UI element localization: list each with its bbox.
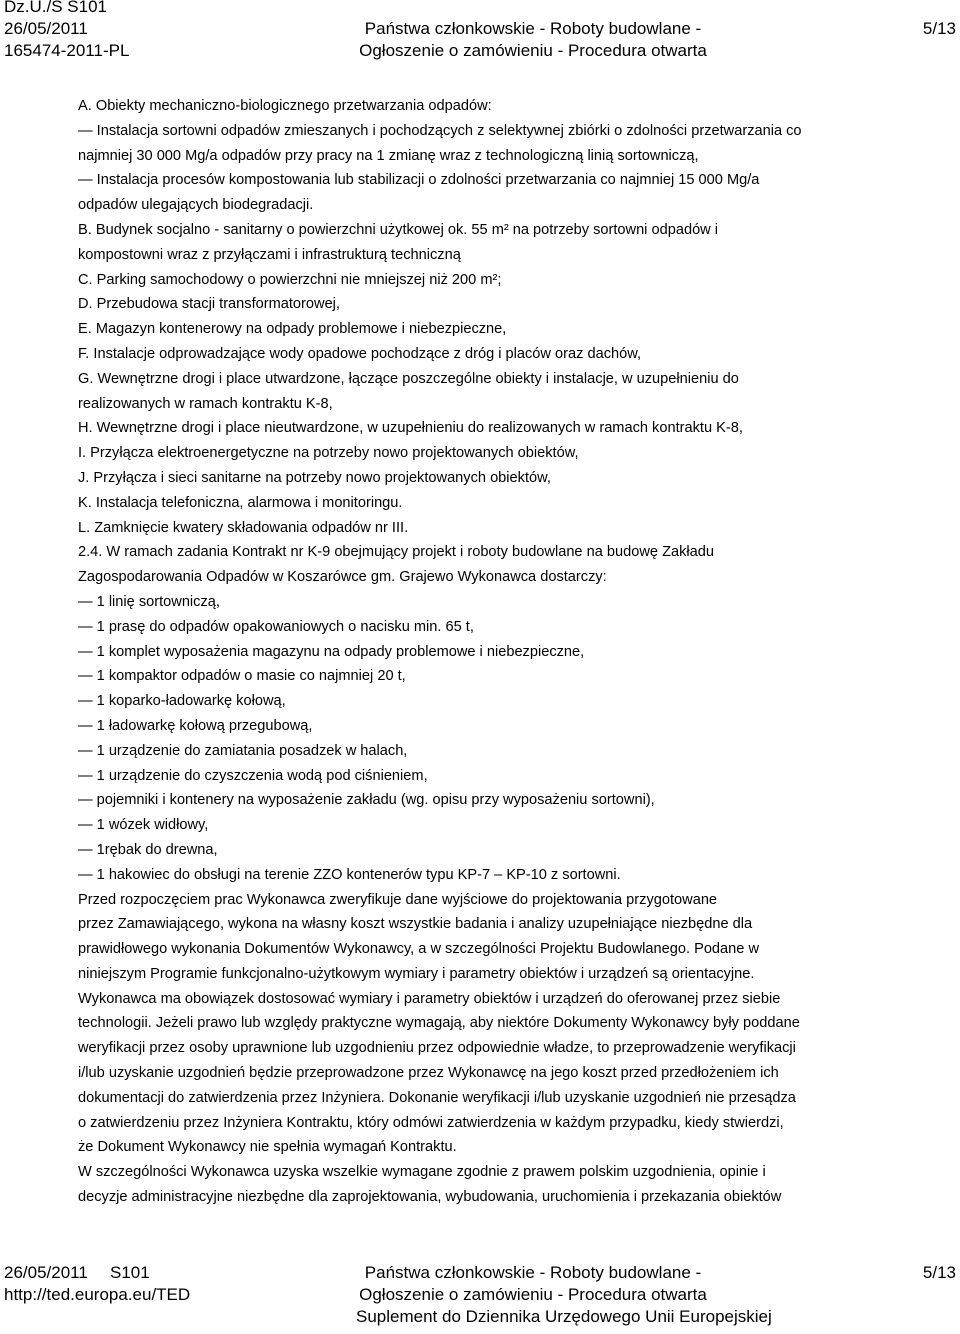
text-line: L. Zamknięcie kwatery składowania odpadów nr III. [78,519,409,536]
text-line: kompostowni wraz z przyłączami i infrastrukturą techniczną [78,246,461,263]
text-line: W szczególności Wykonawca uzyska wszelkie wymagane zgodnie z prawem polskim uzgodnienia, opinie i [78,1164,766,1181]
text-line: K. Instalacja telefoniczna, alarmowa i monitoringu. [78,494,403,511]
header-page-number: 5/13 [922,19,956,38]
text-line: A. Obiekty mechaniczno-biologicznego przetwarzania odpadów: [78,98,492,114]
text-line: — 1 koparko-ładowarkę kołową, [78,693,286,710]
footer-url-link[interactable]: http://ted.europa.eu/TED [4,1285,191,1304]
text-line: odpadów ulegających biodegradacji. [78,197,314,214]
text-line: weryfikacji przez osoby uprawnione lub uzgodnieniu przez odpowiednie władze, to przeprowadzenie weryfikacji [78,1040,796,1057]
text-line: że Dokument Wykonawcy nie spełnia wymagań Kontraktu. [78,1139,457,1156]
text-line: — Instalacja sortowni odpadów zmieszanych i pochodzących z selektywnej zbiórki o zdolności przetwarzania co [78,122,802,139]
text-line: — 1 hakowiec do obsługi na terenie ZZO kontenerów typu KP-7 – KP-10 z sortowni. [78,866,621,883]
footer-series: S101 [110,1263,150,1282]
footer-date: 26/05/2011 [4,1263,88,1282]
text-line: — 1 komplet wyposażenia magazynu na odpady problemowe i niebezpieczne, [78,643,585,660]
text-line: — pojemniki i kontenery na wyposażenie zakładu (wg. opisu przy wyposażeniu sortowni), [78,792,655,809]
text-line: F. Instalacje odprowadzające wody opadowe pochodzące z dróg i placów oraz dachów, [78,345,642,362]
text-line: — 1 urządzenie do zamiatania posadzek w halach, [78,742,408,759]
text-line: technologii. Jeżeli prawo lub względy praktyczne wymagają, aby niektóre Dokumenty Wykonawcy były poddane [78,1015,800,1032]
text-line: — 1 urządzenie do czyszczenia wodą pod ciśnieniem, [78,767,428,784]
text-line: — Instalacja procesów kompostowania lub stabilizacji o zdolności przetwarzania co najmniej 15 000 Mg/a [78,172,760,189]
text-line: decyzje administracyjne niezbędne dla zaprojektowania, wybudowania, uruchomienia i przekazania obiektów [78,1189,782,1206]
text-line: — 1 kompaktor odpadów o masie co najmniej 20 t, [78,668,406,685]
text-line: o zatwierdzeniu przez Inżyniera Kontraktu, który odmówi zatwierdzenia w każdym przypadku, kiedy stwierdzi, [78,1114,784,1131]
page-header [0,0,960,62]
header-notice-id: 165474-2011-PL [4,41,130,60]
text-line: Zagospodarowania Odpadów w Koszarówce gm. Grajewo Wykonawca dostarczy: [78,569,607,586]
header-title-line1: Państwa członkowskie - Roboty budowlane - [364,19,702,38]
page-footer [0,1262,960,1328]
header-date: 26/05/2011 [4,19,88,38]
text-line: prawidłowego wykonania Dokumentów Wykonawcy, a w szczególności Projektu Budowlanego. Podane w [78,941,759,958]
text-line: Przed rozpoczęciem prac Wykonawca zweryfikuje dane wyjściowe do projektowania przygotowane [78,891,718,908]
text-line: najmniej 30 000 Mg/a odpadów przy pracy na 1 zmianę wraz z technologiczną linią sortowniczą, [78,147,699,164]
text-line: B. Budynek socjalno - sanitarny o powierzchni użytkowej ok. 55 m² na potrzeby sortowni odpadów i [78,221,719,238]
text-line: J. Przyłącza i sieci sanitarne na potrzeby nowo projektowanych obiektów, [78,469,551,486]
text-line: H. Wewnętrzne drogi i place nieutwardzone, w uzupełnieniu do realizowanych w ramach kontraktu K-8, [78,420,743,437]
text-line: 2.4. W ramach zadania Kontrakt nr K-9 obejmujący projekt i roboty budowlane na budowę Zakładu [78,544,714,561]
header-title-line2: Ogłoszenie o zamówieniu - Procedura otwarta [359,41,707,60]
text-line: — 1 prasę do odpadów opakowaniowych o nacisku min. 65 t, [78,618,474,635]
text-line: Wykonawca ma obowiązek dostosować wymiary i parametry obiektów i urządzeń do oferowanej przez siebie [78,990,781,1007]
text-line: dokumentacji do zatwierdzenia przez Inżyniera. Dokonanie weryfikacji i/lub uzyskanie uzgodnień nie przesądza [78,1089,796,1106]
footer-title-line1: Państwa członkowskie - Roboty budowlane - [364,1263,702,1282]
text-line: realizowanych w ramach kontraktu K-8, [78,395,333,412]
footer-supplement: Suplement do Dziennika Urzędowego Unii Europejskiej [356,1307,772,1326]
text-line: niniejszym Programie funkcjonalno-użytkowym wymiary i parametry obiektów i urządzeń są orientacyjne. [78,965,755,982]
text-line: — 1 ładowarkę kołową przegubową, [78,717,313,734]
header-ref: Dz.U./S S101 [4,0,107,16]
text-line: C. Parking samochodowy o powierzchni nie mniejszej niż 200 m²; [78,271,502,288]
footer-page-number: 5/13 [922,1263,956,1282]
document-body [78,94,958,1210]
text-line: — 1 wózek widłowy, [78,817,209,834]
text-line: D. Przebudowa stacji transformatorowej, [78,296,340,313]
text-line: przez Zamawiającego, wykona na własny koszt wszystkie badania i analizy uzupełniające niezbędne dla [78,916,753,933]
footer-title-line2: Ogłoszenie o zamówieniu - Procedura otwarta [359,1285,707,1304]
text-line: G. Wewnętrzne drogi i place utwardzone, łączące poszczególne obiekty i instalacje, w uzupełnieniu do [78,370,739,387]
text-line: — 1 linię sortowniczą, [78,593,220,610]
text-line: I. Przyłącza elektroenergetyczne na potrzeby nowo projektowanych obiektów, [78,445,579,462]
text-line: i/lub uzyskanie uzgodnień będzie przeprowadzone przez Wykonawcę na jego koszt przed przedłożeniem ich [78,1065,779,1082]
text-line: E. Magazyn kontenerowy na odpady problemowe i niebezpieczne, [78,321,507,338]
text-line: — 1rębak do drewna, [78,841,218,858]
